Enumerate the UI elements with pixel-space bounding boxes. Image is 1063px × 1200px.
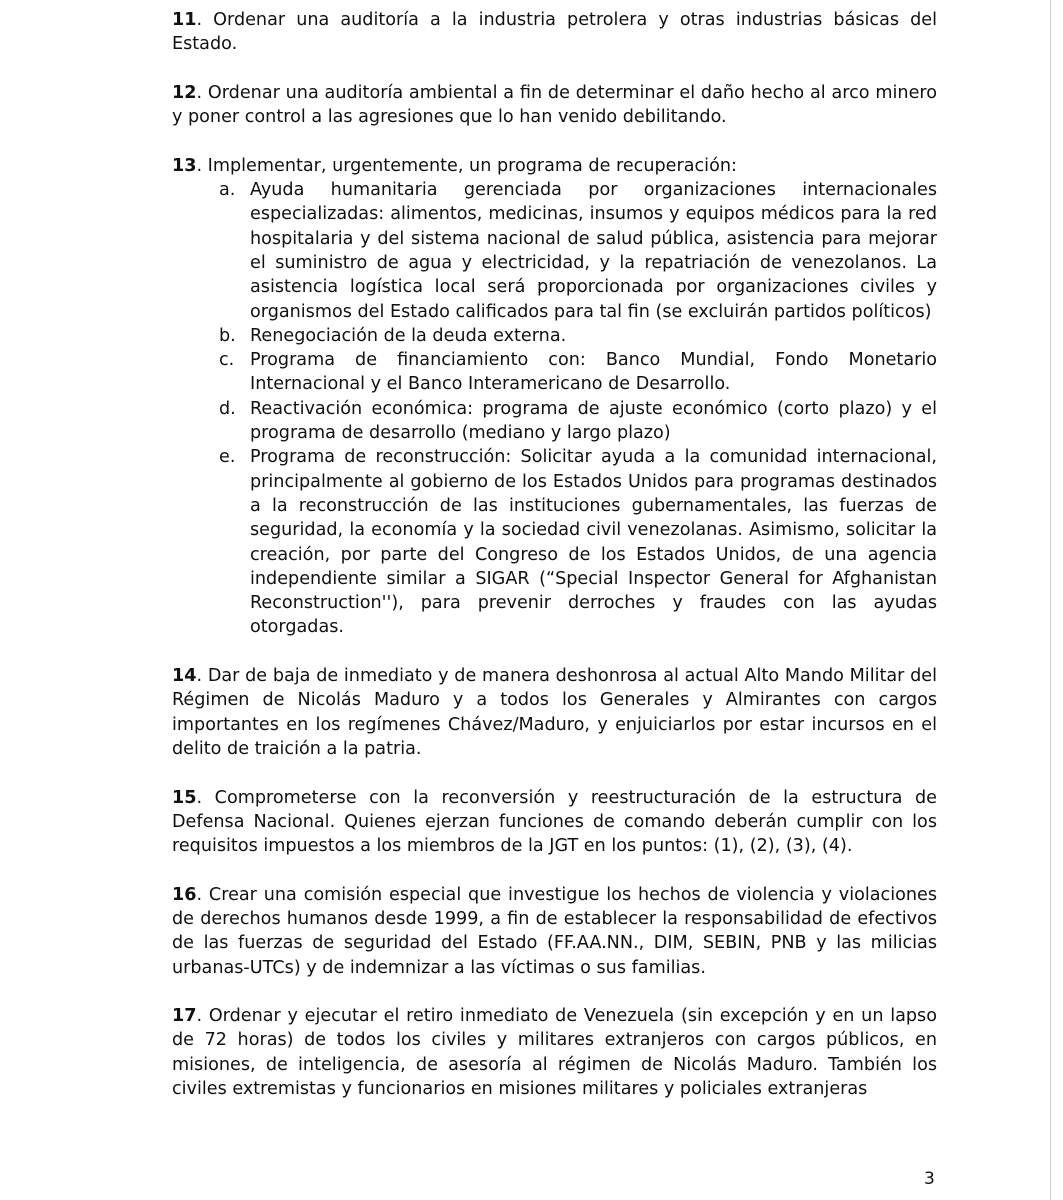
subitem-d-letter: d. — [219, 398, 236, 419]
subitem-a-letter: a. — [219, 180, 236, 201]
item-16-number: 16 — [172, 884, 197, 905]
subitem-b-letter: b. — [219, 325, 236, 346]
item-17 — [172, 1004, 937, 1101]
item-15 — [172, 786, 937, 859]
item-12 — [172, 81, 937, 130]
item-15-text: . Comprometerse con la reconversión y reestructuración de la estructura de Defensa Nacional. Quienes ejerzan funciones de comando deberán cumplir con los requisitos impuestos a los miembros de la JGT en los puntos: (1), (2), (3), (4). — [172, 787, 937, 857]
subitem-a — [172, 178, 937, 324]
item-13-text: . Implementar, urgentemente, un programa de recuperación: — [196, 155, 737, 176]
page-number: 3 — [924, 1169, 935, 1189]
item-14-text: . Dar de baja de inmediato y de manera deshonrosa al actual Alto Mando Militar del Régimen de Nicolás Maduro y a todos los Generales y Almirantes con cargos importantes en los regímenes Chávez/Maduro, y enjuiciarlos por estar incursos en el delito de traición a la patria. — [172, 666, 937, 759]
item-16-text: . Crear una comisión especial que investigue los hechos de violencia y violaciones de derechos humanos desde 1999, a fin de establecer la responsabilidad de efectivos de las fuerzas de seguridad del Estado (FF.AA.NN., DIM, SEBIN, PNB y las milicias urbanas-UTCs) y de indemnizar a las víctimas o sus familias. — [172, 884, 937, 978]
item-16 — [172, 883, 937, 980]
item-11 — [172, 8, 937, 57]
subitem-d — [172, 397, 937, 446]
item-13 — [172, 154, 937, 640]
item-11-number: 11 — [172, 10, 197, 30]
subitem-c-text: Programa de financiamiento con: Banco Mundial, Fondo Monetario Internacional y el Banco Interamericano de Desarrollo. — [250, 350, 937, 395]
item-17-text: . Ordenar y ejecutar el retiro inmediato de Venezuela (sin excepción y en un lapso de 72 horas) de todos los civiles y militares extranjeros con cargos públicos, en misiones, de inteligencia, de asesoría al régimen de Nicolás Maduro. También los civiles extremistas y funcionarios en misiones militares y policiales extranjeras — [172, 1006, 937, 1100]
item-15-number: 15 — [172, 787, 197, 808]
subitem-e-text: Programa de reconstrucción: Solicitar ayuda a la comunidad internacional, principalmente al gobierno de los Estados Unidos para programas destinados a la reconstrucción de las instituciones gubernamentales, las fuerzas de seguridad, la economía y la sociedad civil venezolanas. Asimismo, solicitar la creación, por parte del Congreso de los Estados Unidos, de una agencia independiente similar a SIGAR (“Special Inspector General for Afghanistan Reconstruction''), para prevenir derroches y fraudes con las ayudas otorgadas. — [250, 447, 937, 638]
item-13-number: 13 — [172, 155, 197, 176]
item-14-number: 14 — [172, 666, 197, 687]
subitem-b-text: Renegociación de la deuda externa. — [250, 325, 567, 346]
item-14 — [172, 664, 937, 761]
subitem-a-text: Ayuda humanitaria gerenciada por organizaciones internacionales especializadas: alimentos, medicinas, insumos y equipos médicos para la red hospitalaria y del sistema nacional de salud pública, asistencia para mejorar el suministro de agua y electricidad, y la repatriación de venezolanos. La asistencia logística local será proporcionada por organizaciones civiles y organismos del Estado calificados para tal fin (se excluirán partidos políticos) — [250, 180, 937, 322]
subitem-e-letter: e. — [219, 447, 236, 468]
item-13-heading — [172, 154, 937, 178]
subitem-d-text: Reactivación económica: programa de ajuste económico (corto plazo) y el programa de desarrollo (mediano y largo plazo) — [250, 398, 937, 444]
page-edge-divider — [1050, 0, 1051, 1200]
subitem-b — [172, 324, 937, 348]
document-body — [172, 8, 937, 1101]
item-12-number: 12 — [172, 82, 197, 103]
item-11-text: . Ordenar una auditoría a la industria petrolera y otras industrias básicas del Estado. — [172, 10, 937, 55]
item-17-number: 17 — [172, 1006, 197, 1027]
subitem-c-letter: c. — [219, 350, 235, 371]
item-13-sublist — [172, 178, 937, 640]
subitem-e — [172, 445, 937, 639]
item-12-text: . Ordenar una auditoría ambiental a fin de determinar el daño hecho al arco minero y poner control a las agresiones que lo han venido debilitando. — [172, 82, 937, 128]
subitem-c — [172, 348, 937, 397]
